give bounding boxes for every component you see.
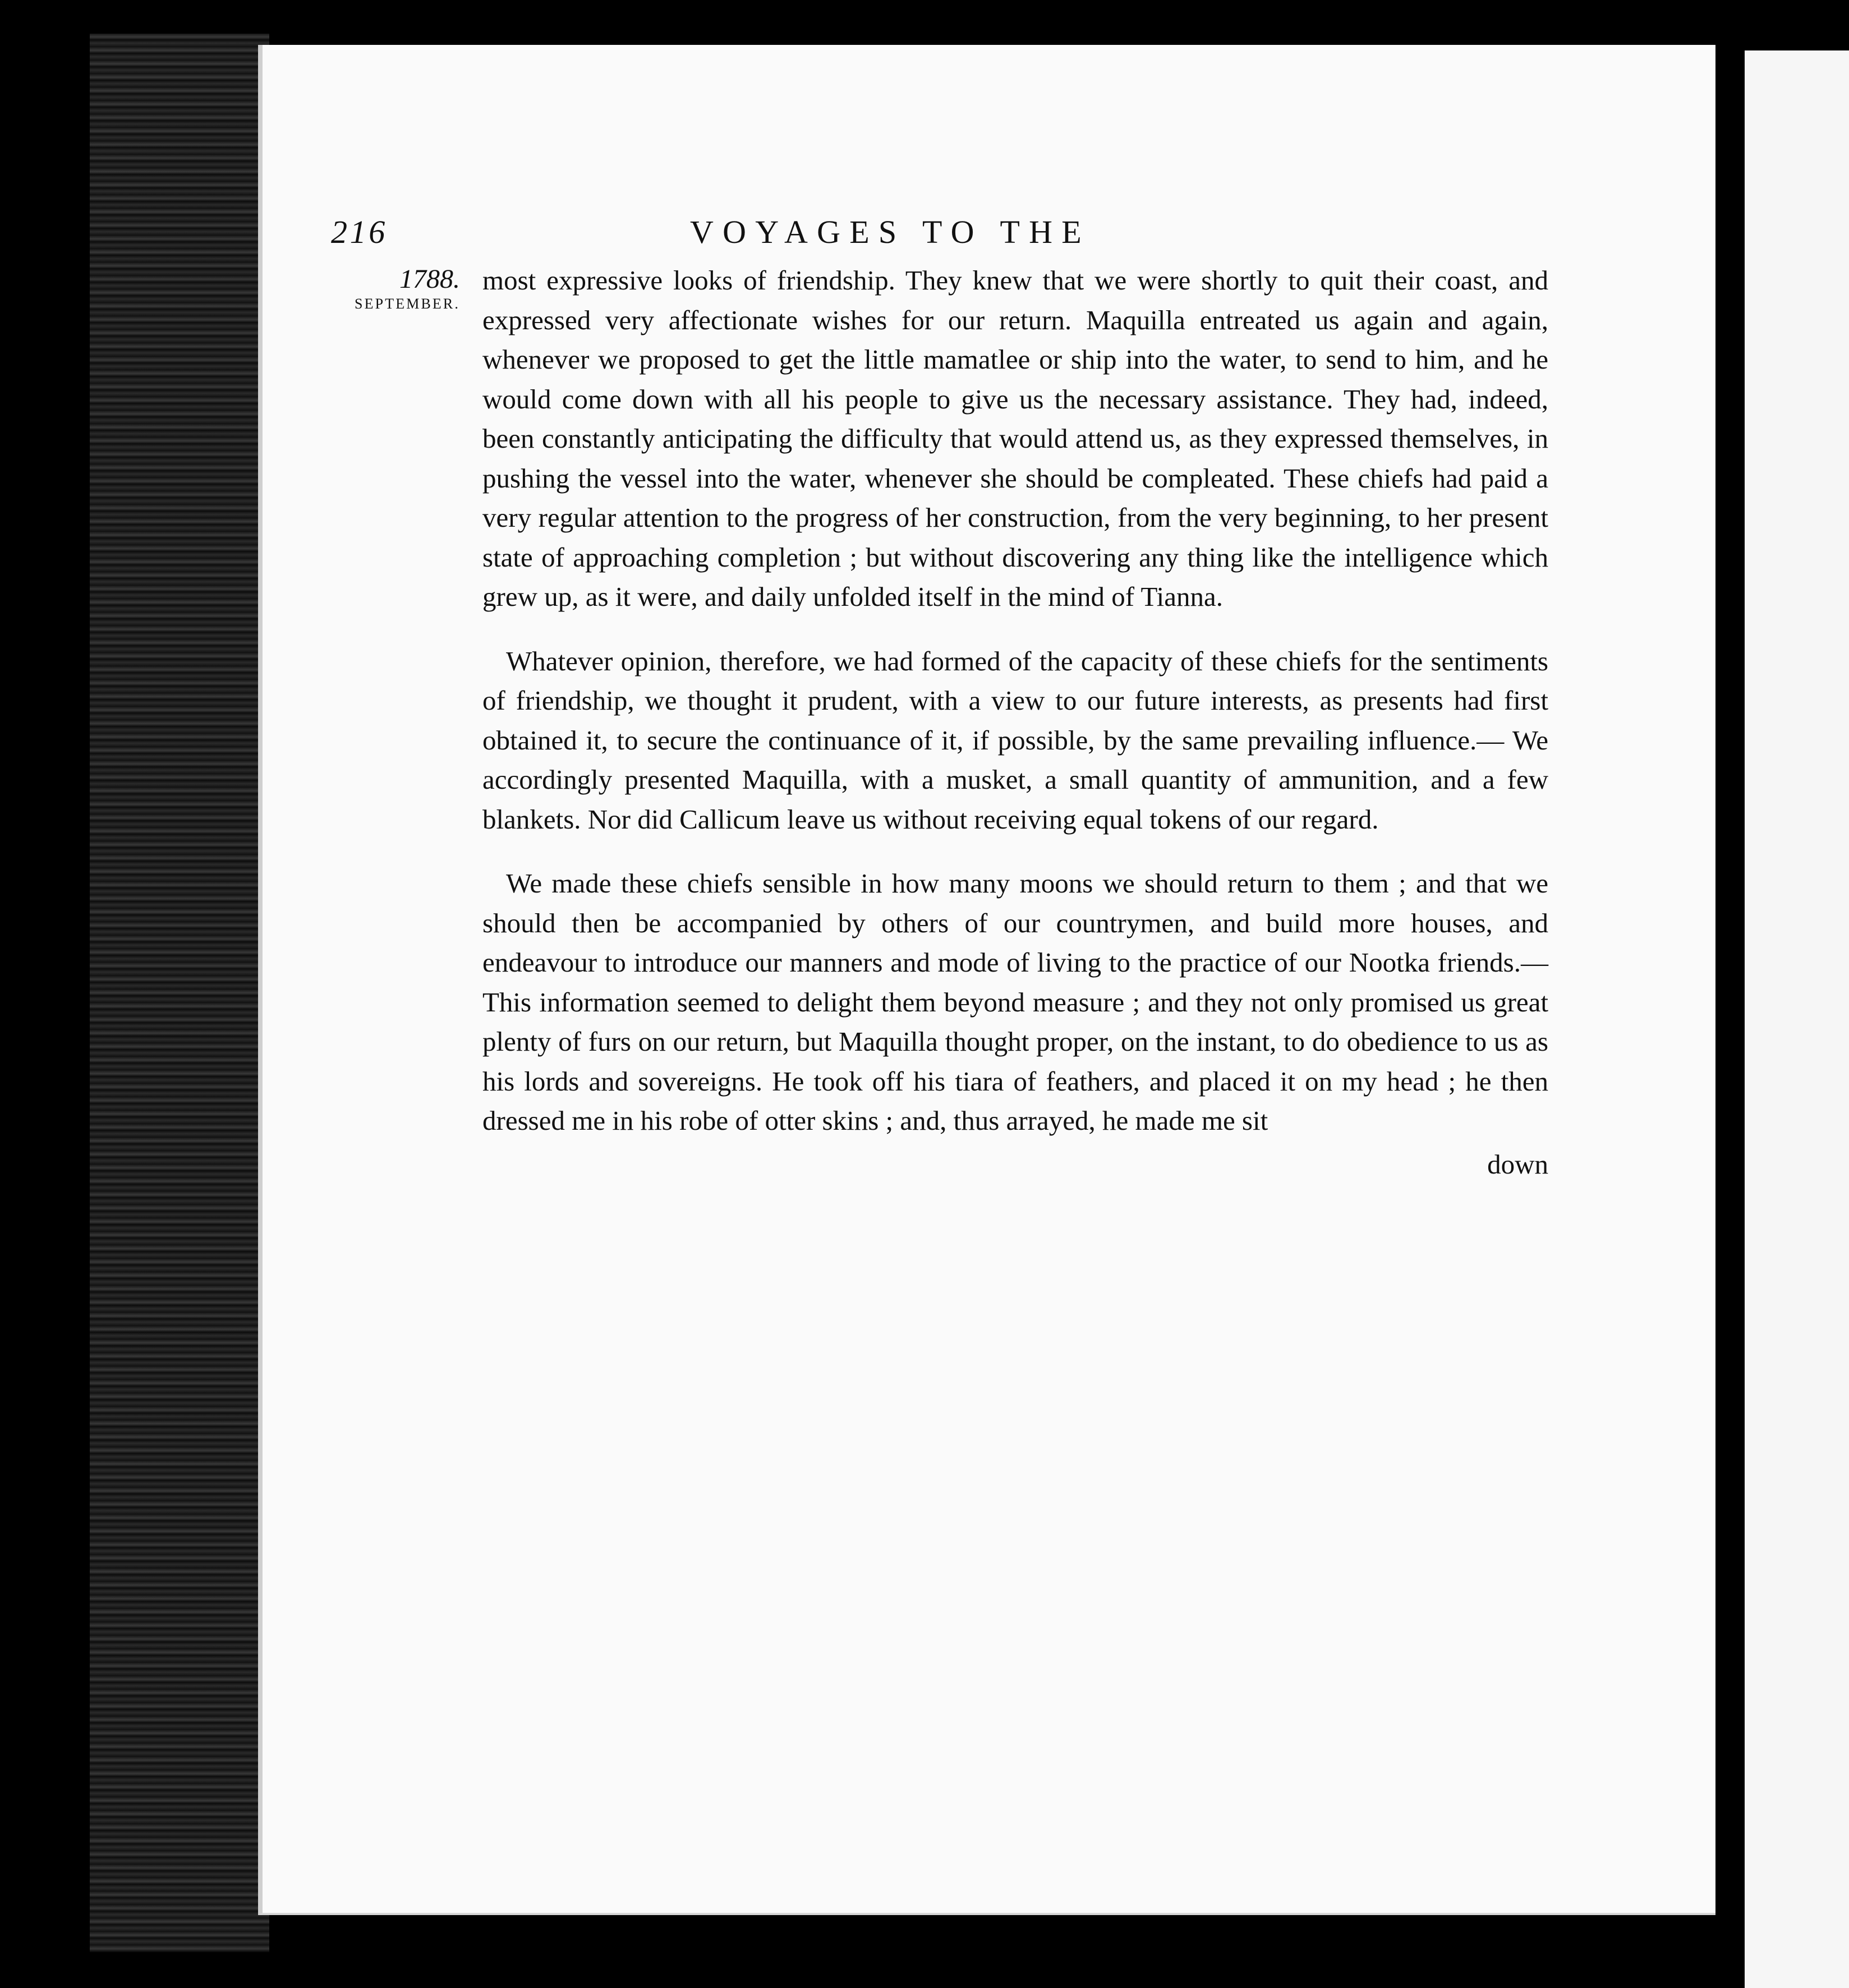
book-page-edges	[90, 34, 269, 1952]
running-head-title: VOYAGES TO THE	[690, 214, 1091, 250]
paragraph-1: most expressive looks of friendship. They knew that we were shortly to quit their coast, and expressed very affectionate wishes for our return. Maquilla entreated us again and again, whenever we proposed to get the little mamatlee or ship into the water, to send to him, and he would come down with all his people to give us the necessary assistance. They had, indeed, been constantly anticipating the difficulty that would attend us, as they expressed themselves, in pushing the vessel into the water, whenever she should be compleated. These chiefs had paid a very regular attention to the progress of her construction, from the very beginning, to her present state of approaching completion ; but without discovering any thing like the intelligence which grew up, as it were, and daily unfolded itself in the mind of Tianna.	[482, 265, 1548, 612]
margin-year: 1788.	[399, 264, 460, 294]
facing-page-edge	[1745, 50, 1849, 1988]
catchword: down	[1487, 1149, 1548, 1180]
page-number: 216	[331, 214, 388, 250]
margin-note	[331, 264, 460, 312]
margin-month: SEPTEMBER.	[355, 296, 460, 312]
paragraph-3: We made these chiefs sensible in how many moons we should return to them ; and that we should then be accompanied by others of our countrymen, and build more houses, and endeavour to introduce our manners and mode of living to the practice of our Nootka friends.—This information seemed to delight them beyond measure ; and they not only promised us great plenty of furs on our return, but Maquilla thought proper, on the instant, to do obedience to us as his lords and sovereigns. He took off his tiara of feathers, and placed it on my head ; he then dressed me in his robe of otter skins ; and, thus arrayed, he made me sit	[482, 868, 1548, 1136]
body-text	[482, 261, 1548, 1180]
paragraph-2: Whatever opinion, therefore, we had formed of the capacity of these chiefs for the sentiments of friendship, we thought it prudent, with a view to our future interests, as presents had first obtained it, to secure the continuance of it, if possible, by the same prevailing influence.— We accordingly presented Maquilla, with a musket, a small quantity of ammunition, and a few blankets. Nor did Callicum leave us without receiving equal tokens of our regard.	[482, 645, 1548, 835]
